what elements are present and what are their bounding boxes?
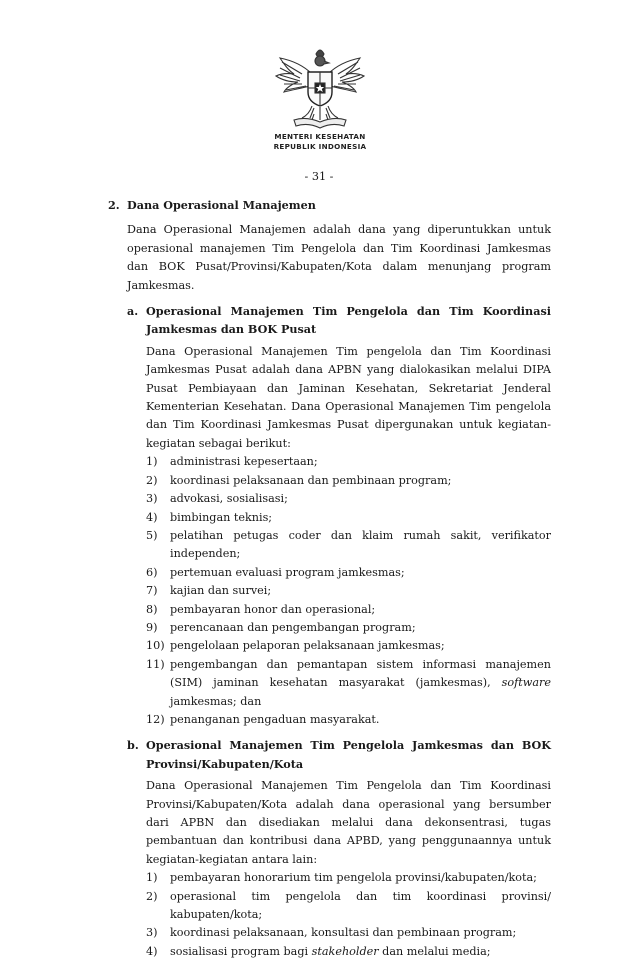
subsection-a bbox=[108, 302, 551, 729]
list-item: 1) pembayaran honorarium tim pengelola provinsi/kabupaten/kota; bbox=[146, 871, 537, 885]
list-item: 9) perencanaan dan pengembangan program; bbox=[146, 620, 416, 634]
list-item: 3) koordinasi pelaksanaan, konsultasi dan pembinaan program; bbox=[146, 926, 517, 940]
subsection-a-list bbox=[146, 453, 551, 729]
list-item: 2) operasional tim pengelola dan tim koordinasi provinsi/ kabupaten/kota; bbox=[146, 889, 551, 922]
list-item: 3) advokasi, sosialisasi; bbox=[146, 492, 288, 506]
ministry-line-1: MENTERI KESEHATAN bbox=[274, 132, 366, 141]
list-item: 7) kajian dan survei; bbox=[146, 584, 272, 598]
subsection-a-title bbox=[146, 302, 551, 339]
section-number: 2. bbox=[108, 198, 120, 212]
subsection-a-letter: a. bbox=[127, 304, 139, 319]
ministry-heading bbox=[262, 132, 378, 151]
document-body bbox=[108, 196, 551, 961]
list-item: 12) penanganan pengaduan masyarakat. bbox=[146, 712, 380, 726]
subsection-a-title-line2: Jamkesmas dan BOK Pusat bbox=[146, 322, 317, 337]
ministry-line-2: REPUBLIK INDONESIA bbox=[273, 141, 367, 151]
subsection-b bbox=[108, 736, 551, 961]
list-item: 6) pertemuan evaluasi program jamkesmas; bbox=[146, 565, 405, 579]
list-item: 8) pembayaran honor dan operasional; bbox=[146, 602, 376, 616]
garuda-emblem bbox=[272, 44, 368, 132]
subsection-a-title-line1: Operasional Manajemen Tim Pengelola dan Tim Koordinasi bbox=[146, 304, 551, 319]
section-title: Dana Operasional Manajemen bbox=[127, 198, 316, 212]
subsection-b-title-line2: Provinsi/Kabupaten/Kota bbox=[146, 756, 304, 771]
subsection-b-list bbox=[146, 869, 551, 961]
subsection-b-title-line1: Operasional Manajemen Tim Pengelola Jamkesmas dan BOK bbox=[146, 738, 551, 753]
subsection-a-body: Dana Operasional Manajemen Tim pengelola dan Tim Koordinasi Jamkesmas Pusat adalah dana APBN yang dialokasikan melalui DIPA Pusat Pembiayaan dan Jaminan Kesehatan, Sekretariat Jenderal Kementerian Kesehatan. Dana Operasional Manajemen Tim pengelola dan Tim Koordinasi Jamkesmas Pusat dipergunakan untuk kegiatan-kegiatan sebagai berikut: bbox=[146, 344, 551, 450]
subsection-b-title bbox=[146, 736, 551, 773]
list-item: 10) pengelolaan pelaporan pelaksanaan jamkesmas; bbox=[146, 639, 445, 653]
section-intro: Dana Operasional Manajemen adalah dana yang diperuntukkan untuk operasional manajemen Tim Pengelola dan Tim Koordinasi Jamkesmas dan BOK Pusat/Provinsi/Kabupaten/Kota dalam menunjang program Jamkesmas. bbox=[127, 223, 551, 292]
subsection-b-letter: b. bbox=[127, 738, 139, 753]
list-item: 11) pengembangan dan pemantapan sistem informasi manajemen (SIM) jaminan kesehatan masyarakat (jamkesmas), software jamkesmas; dan bbox=[146, 657, 551, 708]
page-number: - 31 - bbox=[304, 170, 334, 183]
list-item: 1) administrasi kepesertaan; bbox=[146, 455, 318, 469]
section-heading bbox=[108, 196, 551, 214]
list-item: 4) bimbingan teknis; bbox=[146, 510, 273, 524]
list-item: 5) pelatihan petugas coder dan klaim rumah sakit, verifikator independen; bbox=[146, 528, 551, 561]
list-item: 2) koordinasi pelaksanaan dan pembinaan program; bbox=[146, 473, 452, 487]
list-item: 4) sosialisasi program bagi stakeholder dan melalui media; bbox=[146, 944, 491, 958]
subsection-b-body: Dana Operasional Manajemen Tim Pengelola dan Tim Koordinasi Provinsi/Kabupaten/Kota adalah dana operasional yang bersumber dari APBN dan disediakan melalui dana dekonsentrasi, tugas pembantuan dan kontribusi dana APBD, yang penggunaannya untuk kegiatan-kegiatan antara lain: bbox=[146, 779, 551, 866]
